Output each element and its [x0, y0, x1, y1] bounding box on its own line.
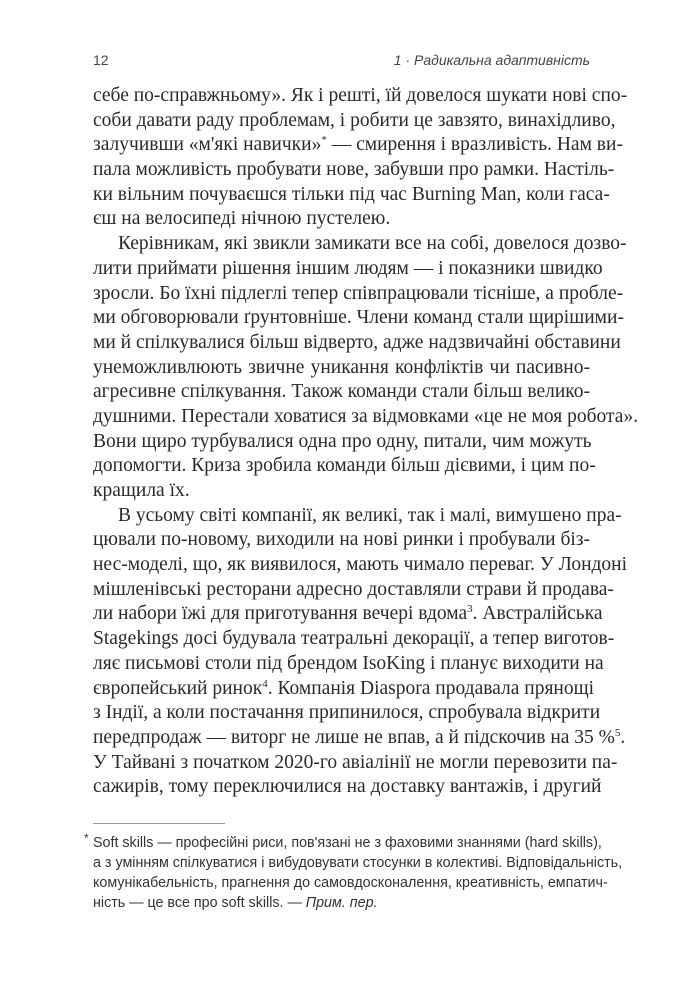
running-header-chapter: 1 · Радикальна адаптивність: [393, 52, 590, 68]
line-text: з Індії, а коли постачання припинилося, спробувала відкрити: [93, 702, 601, 724]
line-text: Stagekings досі будувала театральні декорації, а тепер виготов-: [93, 628, 615, 650]
line-text: цювали по-новому, виходили на нові ринки і пробували біз-: [93, 529, 590, 551]
line-text: — смирення і вразливість. Нам ви-: [326, 134, 623, 156]
text-line: [93, 726, 626, 751]
text-line: [93, 504, 622, 529]
text-line: [93, 158, 615, 183]
text-line: [93, 430, 590, 455]
text-line: [93, 405, 639, 430]
footnote-line: а з умінням спілкуватися і вибудовувати стосунки в колективі. Відповідальність,: [93, 855, 623, 871]
footnote-reference[interactable]: 3: [467, 603, 473, 616]
line-text: лити приймати рішення іншим людям — і показники швидко: [93, 257, 603, 279]
line-text: В усьому світі компанії, як великі, так і малі, вимушено пра-: [118, 504, 622, 526]
footnote-line: комунікабельність, прагнення до самовдосконалення, креативність, емпатич-: [93, 875, 608, 891]
line-text: мішленівські ресторани адресно доставляли страви й продава-: [93, 578, 614, 600]
line-text: єш на велосипеді нічною пустелею.: [93, 208, 391, 230]
text-line: [93, 380, 590, 405]
footnote-text: ність — це все про soft skills. —: [93, 895, 306, 911]
line-text: залучивши «м'які навички»: [93, 134, 322, 156]
text-line: [93, 306, 624, 331]
line-text: кращила їх.: [93, 480, 190, 501]
line-text: Вони щиро турбувалися одна про одну, питали, чим можуть: [93, 430, 592, 452]
line-text: допомогти. Криза зробила команди більш дієвими, і цим по-: [93, 455, 596, 477]
line-text: сажирів, тому переключилися на доставку вантажів, і другий: [93, 776, 602, 798]
footnote-divider: [93, 823, 225, 824]
text-line: [93, 775, 602, 800]
line-text: . Компанія Diaspora продавала прянощі: [267, 677, 595, 699]
line-text: ляє письмові столи під брендом IsoKing і планує виходити на: [93, 652, 604, 674]
text-line: [93, 84, 628, 109]
footnote-line: Soft skills — професійні риси, пов'язані не з фаховими знаннями (hard skills),: [93, 835, 602, 851]
line-text: агресивне спілкування. Також команди стали більш велико-: [93, 381, 590, 403]
line-text: Керівникам, які звикли замикати все на собі, довелося дозво-: [118, 233, 627, 255]
translator-note: Прим. пер.: [305, 895, 378, 911]
text-line: [93, 479, 590, 504]
line-text: ли набори їжі для приготування вечері вдома: [93, 603, 468, 625]
text-line: [93, 183, 610, 208]
text-line: [93, 528, 590, 553]
body-text: [93, 84, 639, 800]
line-text: європейський ринок: [93, 677, 263, 699]
line-text: пала можливість пробувати нове, забувши про рамки. Настіль-: [93, 159, 615, 181]
text-line: [93, 627, 615, 652]
line-text: зросли. Бо їхні підлеглі тепер співпрацювали тісніше, а пробле-: [93, 282, 624, 304]
text-line: [93, 751, 618, 776]
page-number: 12: [93, 52, 109, 68]
footnote-marker: *: [84, 831, 89, 845]
footnote-reference[interactable]: 5: [614, 726, 621, 739]
text-line: [93, 232, 627, 257]
line-text: ми й спілкувалися більш відверто, адже надзвичайні обставини: [93, 331, 621, 353]
footnote-reference[interactable]: *: [321, 134, 327, 147]
footnote-line: [93, 893, 590, 913]
line-text: .: [620, 726, 626, 748]
line-text: соби давати раду проблемам, і робити це завзято, винахідливо,: [93, 109, 616, 131]
line-text: нес-моделі, що, як виявилося, мають чимало переваг. У Лондоні: [93, 554, 628, 576]
text-line: [93, 701, 601, 726]
line-text: душними. Перестали ховатися за відмовками «це не моя робота».: [93, 405, 639, 427]
text-line: [93, 356, 590, 381]
footnote: [84, 831, 623, 913]
text-line: [93, 109, 616, 134]
line-text: . Австралійська: [472, 603, 603, 625]
line-text: себе по-справжньому». Як і решті, їй довелося шукати нові спо-: [93, 85, 628, 106]
line-text: ми обговорювали ґрунтовніше. Члени команд стали щирішими-: [93, 307, 624, 329]
line-text: ки вільним почуваєшся тільки під час Burning Man, коли гаса-: [93, 183, 610, 205]
text-line: [93, 652, 604, 677]
text-line: [93, 553, 628, 578]
line-text: унеможливлюють звичне уникання конфліктів чи пасивно-: [93, 356, 590, 378]
line-text: У Тайвані з початком 2020-го авіалінії не могли перевозити па-: [93, 751, 618, 773]
text-line: [93, 578, 614, 603]
footnote-reference[interactable]: 4: [262, 677, 268, 690]
text-line: [93, 454, 596, 479]
text-line: [93, 207, 590, 232]
text-line: [93, 257, 603, 282]
text-line: [93, 677, 595, 702]
text-line: [93, 331, 621, 356]
text-line: [93, 133, 623, 158]
text-line: [93, 282, 624, 307]
text-line: [93, 602, 603, 627]
line-text: передпродаж — виторг не лише не впав, а й підскочив на 35 %: [93, 726, 615, 748]
